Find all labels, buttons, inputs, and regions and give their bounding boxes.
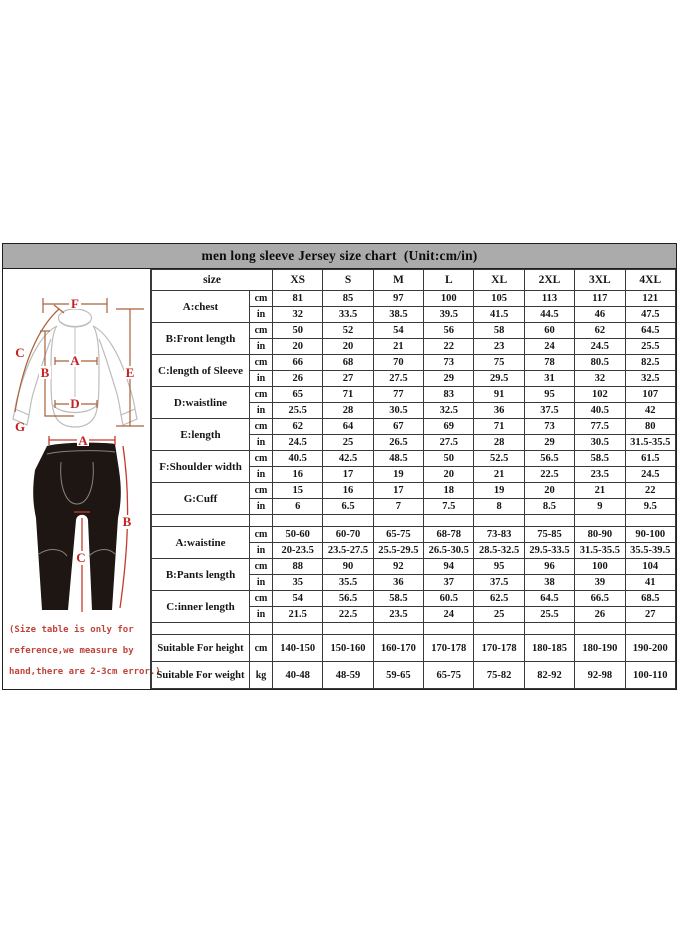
- size-value-cell: 19: [474, 483, 524, 499]
- size-value-cell: 83: [424, 387, 474, 403]
- size-value-cell: 24: [524, 339, 574, 355]
- size-value-cell: 80.5: [575, 355, 625, 371]
- empty-cell: [524, 623, 574, 635]
- size-value-cell: 30.5: [575, 435, 625, 451]
- size-value-cell: 68-78: [424, 527, 474, 543]
- footer-label: Suitable For height: [152, 635, 250, 662]
- table-row: [152, 451, 676, 467]
- size-value-cell: 71: [474, 419, 524, 435]
- size-value-cell: 9: [575, 499, 625, 515]
- size-value-cell: 60.5: [424, 591, 474, 607]
- size-value-cell: 37.5: [474, 575, 524, 591]
- size-value-cell: 71: [323, 387, 373, 403]
- unit-cell: in: [250, 607, 273, 623]
- size-value-cell: 27.5: [373, 371, 423, 387]
- empty-cell: [273, 515, 323, 527]
- size-column-header: L: [424, 270, 474, 291]
- size-value-cell: 28.5-32.5: [474, 543, 524, 559]
- unit-cell: in: [250, 339, 273, 355]
- size-value-cell: 35.5: [323, 575, 373, 591]
- size-value-cell: 160-170: [373, 635, 423, 662]
- unit-cell: in: [250, 499, 273, 515]
- unit-cell: kg: [250, 662, 273, 689]
- size-column-header: M: [373, 270, 423, 291]
- size-value-cell: 62: [575, 323, 625, 339]
- spacer-row: [152, 623, 676, 635]
- size-value-cell: 77: [373, 387, 423, 403]
- size-chart-panel: [2, 243, 677, 690]
- measurement-label: C:inner length: [152, 591, 250, 623]
- size-value-cell: 67: [373, 419, 423, 435]
- size-value-cell: 107: [625, 387, 675, 403]
- chart-content: [3, 269, 676, 689]
- size-value-cell: 73-83: [474, 527, 524, 543]
- size-value-cell: 68.5: [625, 591, 675, 607]
- size-value-cell: 113: [524, 291, 574, 307]
- size-value-cell: 37.5: [524, 403, 574, 419]
- unit-cell: cm: [250, 451, 273, 467]
- empty-cell: [524, 515, 574, 527]
- size-value-cell: 15: [273, 483, 323, 499]
- size-value-cell: 21: [373, 339, 423, 355]
- size-value-cell: 6.5: [323, 499, 373, 515]
- size-value-cell: 78: [524, 355, 574, 371]
- empty-cell: [575, 623, 625, 635]
- table-row: [152, 483, 676, 499]
- unit-cell: cm: [250, 323, 273, 339]
- measurement-label: A:waistine: [152, 527, 250, 559]
- size-value-cell: 24.5: [273, 435, 323, 451]
- jersey-label-c-icon: C: [15, 345, 25, 360]
- empty-cell: [323, 515, 373, 527]
- size-value-cell: 90: [323, 559, 373, 575]
- size-value-cell: 64.5: [625, 323, 675, 339]
- size-value-cell: 20: [273, 339, 323, 355]
- pants-label-c-icon: C: [76, 550, 86, 565]
- unit-cell: in: [250, 467, 273, 483]
- size-value-cell: 20: [323, 339, 373, 355]
- size-value-cell: 58: [474, 323, 524, 339]
- size-value-cell: 31.5-35.5: [625, 435, 675, 451]
- size-value-cell: 88: [273, 559, 323, 575]
- size-value-cell: 29.5: [474, 371, 524, 387]
- size-value-cell: 62.5: [474, 591, 524, 607]
- pants-label-b-icon: B: [122, 514, 132, 529]
- size-value-cell: 31.5-35.5: [575, 543, 625, 559]
- size-value-cell: 16: [323, 483, 373, 499]
- table-row: [152, 559, 676, 575]
- empty-cell: [474, 623, 524, 635]
- size-value-cell: 30.5: [373, 403, 423, 419]
- size-value-cell: 31: [524, 371, 574, 387]
- size-value-cell: 47.5: [625, 307, 675, 323]
- size-value-cell: 40-48: [273, 662, 323, 689]
- size-value-cell: 77.5: [575, 419, 625, 435]
- size-value-cell: 105: [474, 291, 524, 307]
- jersey-letters: [15, 296, 134, 434]
- measurement-label: E:length: [152, 419, 250, 451]
- size-value-cell: 24.5: [575, 339, 625, 355]
- size-value-cell: 66: [273, 355, 323, 371]
- unit-cell: in: [250, 307, 273, 323]
- size-value-cell: 190-200: [625, 635, 675, 662]
- size-value-cell: 102: [575, 387, 625, 403]
- size-value-cell: 8: [474, 499, 524, 515]
- jersey-label-b-icon: B: [40, 365, 50, 380]
- size-value-cell: 62: [273, 419, 323, 435]
- size-value-cell: 23.5: [575, 467, 625, 483]
- jersey-label-d-icon: D: [70, 396, 80, 411]
- size-value-cell: 25.5: [625, 339, 675, 355]
- unit-cell: in: [250, 543, 273, 559]
- size-value-cell: 121: [625, 291, 675, 307]
- size-value-cell: 117: [575, 291, 625, 307]
- size-value-cell: 56.5: [524, 451, 574, 467]
- empty-cell: [273, 623, 323, 635]
- size-column-header: 4XL: [625, 270, 675, 291]
- unit-cell: in: [250, 575, 273, 591]
- pants-diagram: [3, 434, 150, 616]
- size-value-cell: 32: [575, 371, 625, 387]
- note-line: reference,we measure by: [9, 646, 134, 656]
- size-value-cell: 90-100: [625, 527, 675, 543]
- size-value-cell: 22: [424, 339, 474, 355]
- unit-cell: in: [250, 371, 273, 387]
- size-value-cell: 27: [323, 371, 373, 387]
- size-value-cell: 28: [474, 435, 524, 451]
- size-value-cell: 46: [575, 307, 625, 323]
- table-row: [152, 323, 676, 339]
- size-value-cell: 82-92: [524, 662, 574, 689]
- size-value-cell: 21: [474, 467, 524, 483]
- size-value-cell: 180-190: [575, 635, 625, 662]
- size-value-cell: 39: [575, 575, 625, 591]
- unit-cell: cm: [250, 635, 273, 662]
- table-row: [152, 527, 676, 543]
- size-value-cell: 75: [474, 355, 524, 371]
- table-row: [152, 291, 676, 307]
- size-value-cell: 20: [524, 483, 574, 499]
- size-value-cell: 21: [575, 483, 625, 499]
- empty-cell: [424, 515, 474, 527]
- measurement-label: F:Shoulder width: [152, 451, 250, 483]
- size-value-cell: 95: [524, 387, 574, 403]
- size-value-cell: 26.5: [373, 435, 423, 451]
- size-value-cell: 75-82: [474, 662, 524, 689]
- empty-cell: [250, 515, 273, 527]
- size-value-cell: 50: [273, 323, 323, 339]
- size-value-cell: 56: [424, 323, 474, 339]
- unit-cell: cm: [250, 527, 273, 543]
- size-value-cell: 100: [575, 559, 625, 575]
- size-value-cell: 24.5: [625, 467, 675, 483]
- size-value-cell: 40.5: [575, 403, 625, 419]
- size-value-cell: 104: [625, 559, 675, 575]
- size-value-cell: 170-178: [474, 635, 524, 662]
- size-value-cell: 180-185: [524, 635, 574, 662]
- jersey-label-e-icon: E: [125, 365, 135, 380]
- size-value-cell: 23.5: [373, 607, 423, 623]
- measurement-label: B:Pants length: [152, 559, 250, 591]
- unit-cell: cm: [250, 591, 273, 607]
- empty-cell: [424, 623, 474, 635]
- size-value-cell: 9.5: [625, 499, 675, 515]
- size-value-cell: 19: [373, 467, 423, 483]
- size-value-cell: 27.5: [424, 435, 474, 451]
- size-value-cell: 80-90: [575, 527, 625, 543]
- size-value-cell: 41.5: [474, 307, 524, 323]
- size-value-cell: 73: [524, 419, 574, 435]
- pants-label-a-icon: A: [78, 434, 88, 448]
- table-row: [152, 662, 676, 689]
- size-value-cell: 50-60: [273, 527, 323, 543]
- measurement-label: B:Front length: [152, 323, 250, 355]
- measurement-label: D:waistline: [152, 387, 250, 419]
- size-value-cell: 35.5-39.5: [625, 543, 675, 559]
- size-header-cell: size: [152, 270, 273, 291]
- size-value-cell: 52.5: [474, 451, 524, 467]
- size-value-cell: 36: [474, 403, 524, 419]
- size-value-cell: 58.5: [373, 591, 423, 607]
- size-value-cell: 22.5: [323, 607, 373, 623]
- size-value-cell: 54: [273, 591, 323, 607]
- size-column-header: XS: [273, 270, 323, 291]
- unit-cell: cm: [250, 291, 273, 307]
- size-value-cell: 61.5: [625, 451, 675, 467]
- size-value-cell: 8.5: [524, 499, 574, 515]
- empty-cell: [152, 515, 250, 527]
- size-value-cell: 39.5: [424, 307, 474, 323]
- size-value-cell: 24: [424, 607, 474, 623]
- jersey-label-f-icon: F: [71, 296, 79, 311]
- size-value-cell: 64.5: [524, 591, 574, 607]
- size-value-cell: 92-98: [575, 662, 625, 689]
- size-value-cell: 70: [373, 355, 423, 371]
- size-value-cell: 82.5: [625, 355, 675, 371]
- size-value-cell: 22.5: [524, 467, 574, 483]
- size-value-cell: 50: [424, 451, 474, 467]
- note-line: (Size table is only for: [9, 625, 134, 635]
- size-value-cell: 75-85: [524, 527, 574, 543]
- size-value-cell: 26: [575, 607, 625, 623]
- size-column-header: 2XL: [524, 270, 574, 291]
- size-value-cell: 38: [524, 575, 574, 591]
- size-value-cell: 25.5: [524, 607, 574, 623]
- size-value-cell: 41: [625, 575, 675, 591]
- size-column-header: S: [323, 270, 373, 291]
- size-value-cell: 35: [273, 575, 323, 591]
- size-value-cell: 17: [373, 483, 423, 499]
- unit-cell: cm: [250, 559, 273, 575]
- size-value-cell: 91: [474, 387, 524, 403]
- size-value-cell: 25.5: [273, 403, 323, 419]
- table-row: [152, 635, 676, 662]
- unit-cell: cm: [250, 419, 273, 435]
- pants-silhouette: [33, 443, 121, 610]
- size-value-cell: 52: [323, 323, 373, 339]
- size-value-cell: 7: [373, 499, 423, 515]
- size-value-cell: 20: [424, 467, 474, 483]
- size-value-cell: 65-75: [424, 662, 474, 689]
- size-value-cell: 20-23.5: [273, 543, 323, 559]
- size-value-cell: 69: [424, 419, 474, 435]
- size-value-cell: 38.5: [373, 307, 423, 323]
- size-value-cell: 100-110: [625, 662, 675, 689]
- unit-cell: cm: [250, 483, 273, 499]
- size-value-cell: 60-70: [323, 527, 373, 543]
- size-column-header: 3XL: [575, 270, 625, 291]
- size-value-cell: 16: [273, 467, 323, 483]
- size-value-cell: 100: [424, 291, 474, 307]
- size-value-cell: 29: [424, 371, 474, 387]
- size-value-cell: 94: [424, 559, 474, 575]
- size-value-cell: 23: [474, 339, 524, 355]
- empty-cell: [373, 623, 423, 635]
- size-value-cell: 140-150: [273, 635, 323, 662]
- size-value-cell: 64: [323, 419, 373, 435]
- size-value-cell: 23.5-27.5: [323, 543, 373, 559]
- size-value-cell: 29: [524, 435, 574, 451]
- size-value-cell: 97: [373, 291, 423, 307]
- size-value-cell: 25: [474, 607, 524, 623]
- size-value-cell: 80: [625, 419, 675, 435]
- unit-cell: cm: [250, 387, 273, 403]
- size-value-cell: 65-75: [373, 527, 423, 543]
- size-value-cell: 36: [373, 575, 423, 591]
- unit-cell: cm: [250, 355, 273, 371]
- size-value-cell: 65: [273, 387, 323, 403]
- measurement-label: A:chest: [152, 291, 250, 323]
- empty-cell: [625, 515, 675, 527]
- size-value-cell: 40.5: [273, 451, 323, 467]
- size-value-cell: 170-178: [424, 635, 474, 662]
- size-column-header: XL: [474, 270, 524, 291]
- empty-cell: [575, 515, 625, 527]
- size-value-cell: 58.5: [575, 451, 625, 467]
- size-value-cell: 54: [373, 323, 423, 339]
- size-header-row: [152, 270, 676, 291]
- note-line: hand,there are 2-3cm error.): [9, 667, 161, 677]
- size-value-cell: 25: [323, 435, 373, 451]
- unit-cell: in: [250, 403, 273, 419]
- empty-cell: [250, 623, 273, 635]
- size-value-cell: 27: [625, 607, 675, 623]
- size-value-cell: 150-160: [323, 635, 373, 662]
- size-value-cell: 6: [273, 499, 323, 515]
- size-value-cell: 92: [373, 559, 423, 575]
- table-row: [152, 355, 676, 371]
- empty-cell: [625, 623, 675, 635]
- size-value-cell: 44.5: [524, 307, 574, 323]
- size-value-cell: 25.5-29.5: [373, 543, 423, 559]
- empty-cell: [152, 623, 250, 635]
- size-value-cell: 81: [273, 291, 323, 307]
- size-value-cell: 21.5: [273, 607, 323, 623]
- size-value-cell: 56.5: [323, 591, 373, 607]
- size-chart-table: [151, 269, 676, 689]
- table-row: [152, 591, 676, 607]
- chart-title: men long sleeve Jersey size chart (Unit:cm/in): [3, 244, 676, 269]
- table-row: [152, 419, 676, 435]
- size-value-cell: 32.5: [625, 371, 675, 387]
- size-value-cell: 22: [625, 483, 675, 499]
- size-value-cell: 59-65: [373, 662, 423, 689]
- size-value-cell: 42: [625, 403, 675, 419]
- size-value-cell: 95: [474, 559, 524, 575]
- size-value-cell: 48.5: [373, 451, 423, 467]
- size-value-cell: 73: [424, 355, 474, 371]
- jersey-diagram: [3, 269, 150, 434]
- unit-cell: in: [250, 435, 273, 451]
- size-value-cell: 32.5: [424, 403, 474, 419]
- measurement-label: C:length of Sleeve: [152, 355, 250, 387]
- size-value-cell: 68: [323, 355, 373, 371]
- size-value-cell: 26: [273, 371, 323, 387]
- size-value-cell: 37: [424, 575, 474, 591]
- size-value-cell: 7.5: [424, 499, 474, 515]
- spacer-row: [152, 515, 676, 527]
- size-value-cell: 42.5: [323, 451, 373, 467]
- empty-cell: [323, 623, 373, 635]
- empty-cell: [474, 515, 524, 527]
- size-value-cell: 48-59: [323, 662, 373, 689]
- size-value-cell: 85: [323, 291, 373, 307]
- table-row: [152, 387, 676, 403]
- size-value-cell: 17: [323, 467, 373, 483]
- footer-label: Suitable For weight: [152, 662, 250, 689]
- size-value-cell: 60: [524, 323, 574, 339]
- size-value-cell: 96: [524, 559, 574, 575]
- diagram-panel: [3, 269, 161, 689]
- size-value-cell: 28: [323, 403, 373, 419]
- size-value-cell: 26.5-30.5: [424, 543, 474, 559]
- jersey-label-g-icon: G: [14, 419, 26, 434]
- size-value-cell: 29.5-33.5: [524, 543, 574, 559]
- size-value-cell: 33.5: [323, 307, 373, 323]
- size-value-cell: 18: [424, 483, 474, 499]
- empty-cell: [373, 515, 423, 527]
- measurement-note: [3, 616, 161, 683]
- jersey-label-a-icon: A: [70, 353, 80, 368]
- size-value-cell: 66.5: [575, 591, 625, 607]
- size-value-cell: 32: [273, 307, 323, 323]
- measurement-label: G:Cuff: [152, 483, 250, 515]
